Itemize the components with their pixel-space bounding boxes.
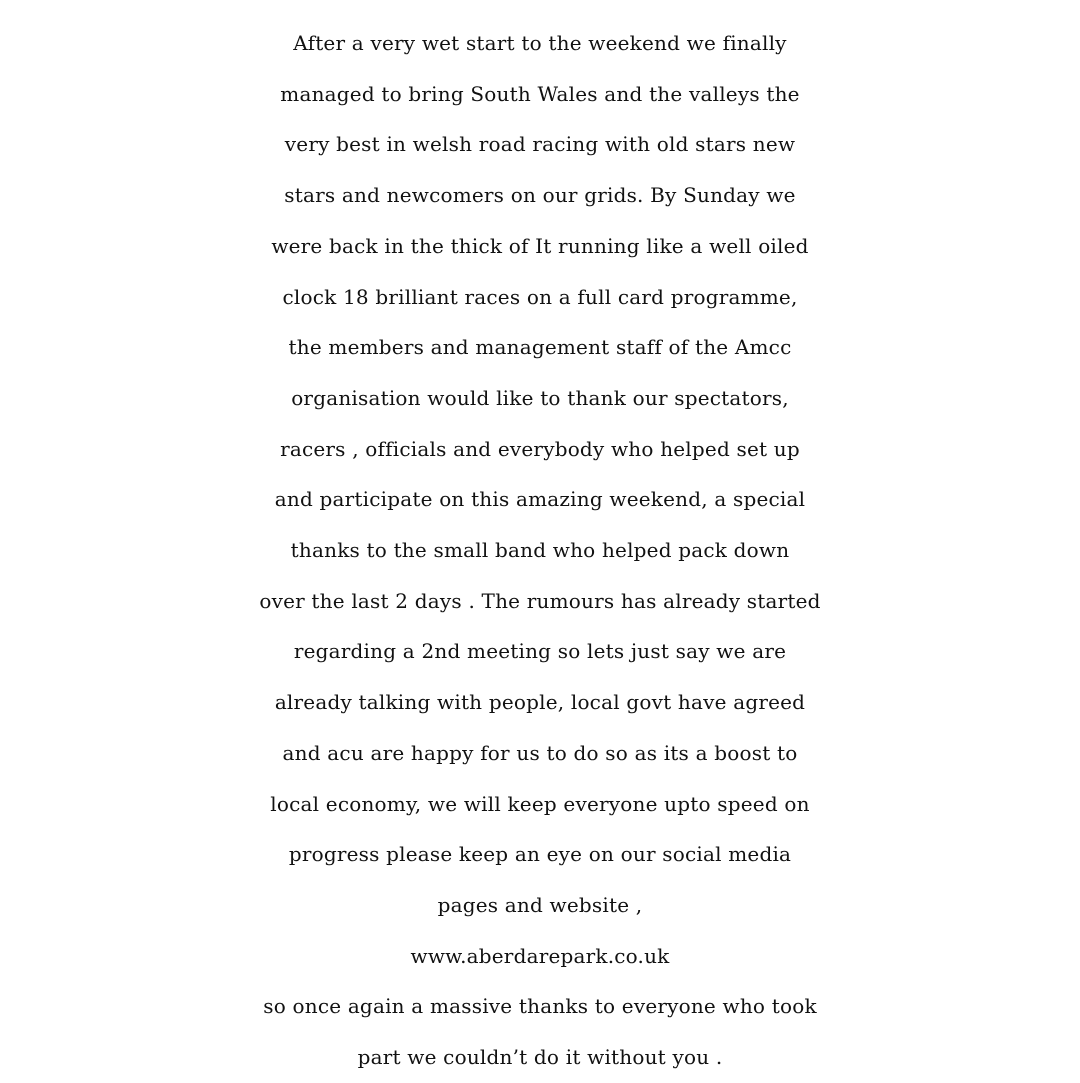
text-line: clock 18 brilliant races on a full card programme, xyxy=(282,284,798,309)
text-line: regarding a 2nd meeting so lets just say we are xyxy=(293,639,787,664)
text-line: managed to bring South Wales and the valleys the xyxy=(280,81,800,106)
text-line: so once again a massive thanks to everyone who took xyxy=(263,994,817,1019)
text-line: the members and management staff of the Amcc xyxy=(288,335,792,360)
text-line: pages and website , xyxy=(437,892,643,917)
text-line: and acu are happy for us to do so as its a boost to xyxy=(282,740,798,765)
text-line: thanks to the small band who helped pack down xyxy=(290,538,790,563)
text-line: and participate on this amazing weekend, a special xyxy=(274,487,806,512)
website-link-text: www.aberdarepark.co.uk xyxy=(410,943,670,968)
text-line: local economy, we will keep everyone upto speed on xyxy=(270,791,810,816)
text-line: progress please keep an eye on our social media xyxy=(288,842,792,867)
text-line: organisation would like to thank our spectators, xyxy=(291,385,789,410)
text-line: already talking with people, local govt have agreed xyxy=(274,690,806,715)
text-line: After a very wet start to the weekend we finally xyxy=(293,31,787,55)
text-line: part we couldn’t do it without you . xyxy=(357,1045,723,1070)
text-line: very best in welsh road racing with old stars new xyxy=(284,132,796,157)
text-line: racers , officials and everybody who helped set up xyxy=(280,436,800,461)
text-line: stars and newcomers on our grids. By Sunday we xyxy=(284,183,796,208)
text-line: were back in the thick of It running like a well oiled xyxy=(271,233,809,258)
text-line: over the last 2 days . The rumours has already started xyxy=(259,588,821,613)
post-text-block xyxy=(0,18,1080,1083)
